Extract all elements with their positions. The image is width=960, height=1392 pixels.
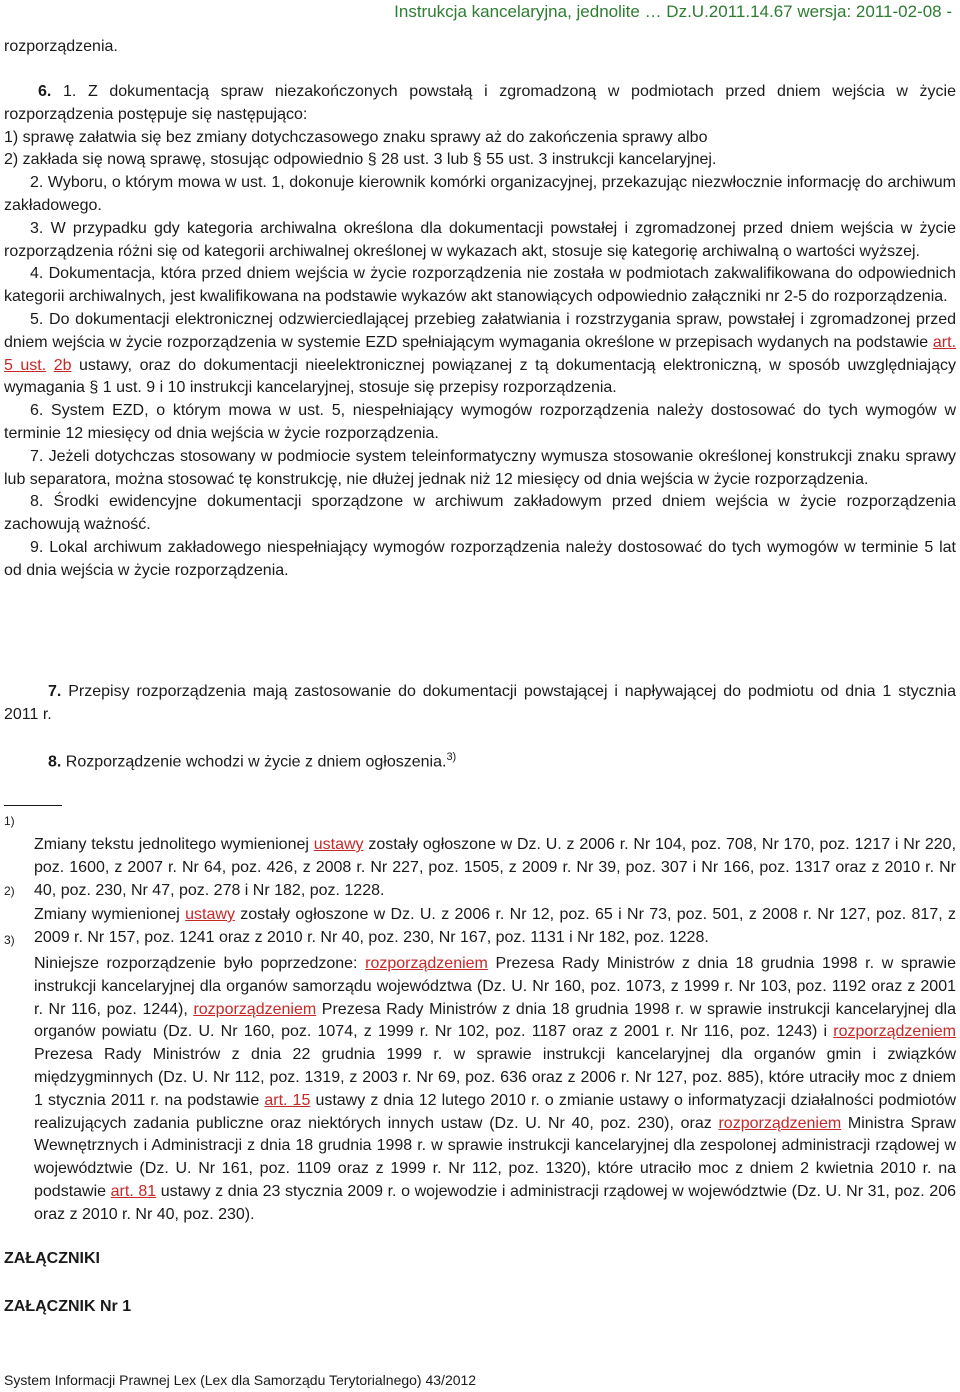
footnote-segment: ustawy z dnia 23 stycznia 2009 r. o wojewodzie i administracji rządowej w województwie (Dz. U. Nr 31, poz. 206 oraz z 2010 r. Nr 40, poz. 230). (34, 1182, 957, 1223)
annex-heading: ZAŁĄCZNIKI (4, 1250, 100, 1267)
annex-subheading: ZAŁĄCZNIK Nr 1 (4, 1298, 132, 1315)
page-footer: System Informacji Prawnej Lex (Lex dla Samorządu Terytorialnego) 43/2012 (4, 1372, 477, 1388)
footnote-mark: 2) (4, 884, 15, 898)
section-7 (4, 681, 956, 727)
section-number: 6. (38, 83, 52, 100)
paragraph-text: 5. Do dokumentacji elektronicznej odzwierciedlającej przebieg załatwiania i rozstrzygania spraw, powstałej i zgromadzonej przed dniem wejścia w życie rozporządzenia w systemie EZD spełniającym wymagania określone w przepisach wydanych na podstawie (4, 310, 956, 351)
paragraph-6-1 (4, 81, 956, 127)
regulation-link[interactable]: rozporządzeniem (833, 1023, 956, 1041)
footnote-segment: Prezesa Rady Ministrów z dnia 18 grudnia 1998 r. w sprawie instrukcji kancelaryjnej dla organów samorządu województwa (Dz. U. Nr 160, poz. 1073, z 1999 r. Nr 103, poz. 1192 oraz z 2001 r. Nr 116, poz. 1244), (34, 955, 957, 1018)
footnote-segment: Prezesa Rady Ministrów z dnia 18 grudnia 1998 r. w sprawie instrukcji kancelaryjnej dla organów powiatu (Dz. U. Nr 160, poz. 1074, z 1999 r. Nr 102, poz. 1187 oraz z 2001 r. Nr 116, poz. 1243) i (34, 1000, 956, 1041)
section-8 (48, 746, 948, 774)
article-link[interactable]: art. 15 (264, 1091, 311, 1109)
footnote-segment: Niniejsze rozporządzenie było poprzedzone: (34, 955, 358, 972)
footnote-segment: zostały ogłoszone w Dz. U. z 2006 r. Nr 104, poz. 708, Nr 170, poz. 1217 i Nr 220, poz. 1600, z 2007 r. Nr 64, poz. 426, z 2008 r. Nr 227, poz. 1505, z 2009 r. Nr 39, poz. 307 i Nr 166, poz. 1317 oraz z 2010 r. Nr 40, poz. 230, Nr 47, poz. 278 i Nr 182, poz. 1228. (34, 836, 957, 899)
paragraph-6-2: 2. Wyboru, o którym mowa w ust. 1, dokonuje kierownik komórki organizacyjnej, przekazując niezwłocznie informację do archiwum zakładowego. (4, 174, 956, 214)
footnote-segment: zostały ogłoszone w Dz. U. z 2006 r. Nr 12, poz. 65 i Nr 73, poz. 501, z 2008 r. Nr 127, poz. 817, z 2009 r. Nr 157, poz. 1241 oraz z 2010 r. Nr 40, poz. 230, Nr 167, poz. 1131 i Nr 182, poz. 1228. (34, 906, 956, 946)
footnote-segment: Zmiany tekstu jednolitego wymienionej (34, 836, 309, 853)
footnote-mark: 1) (4, 814, 15, 828)
article-link[interactable]: art. 5 ust. (4, 333, 957, 374)
paragraph-6-6: 6. System EZD, o którym mowa w ust. 5, niespełniający wymogów rozporządzenia należy dostosować do tych wymogów w terminie 12 miesięcy od dnia wejścia w życie rozporządzenia. (4, 402, 956, 442)
footnote-segment: ustawy z dnia 12 lutego 2010 r. o zmianie ustawy o informatyzacji działalności podmiotów realizujących zadania publiczne oraz niektórych innych ustaw (Dz. U. Nr 40, poz. 230), oraz (34, 1091, 957, 1132)
paragraph-6-9: 9. Lokal archiwum zakładowego niespełniający wymogów rozporządzenia należy dostosować do tych wymogów w terminie 5 lat od dnia wejścia w życie rozporządzenia. (4, 538, 956, 579)
regulation-link[interactable]: rozporządzeniem (193, 1000, 317, 1018)
page-continuation-text: rozporządzenia. (4, 38, 118, 55)
law-link[interactable]: ustawy (185, 906, 235, 923)
footnote-segment: Ministra Spraw Wewnętrznych i Administracji z dnia 18 grudnia 1998 r. w sprawie instrukcji kancelaryjnej dla zespolonej administracji rządowej w województwie (Dz. U. Nr 161, poz. 1109 oraz z 1999 r. Nr 112, poz. 1320), które utraciło moc z dniem 2 kwietnia 2010 r. na podstawie (34, 1114, 956, 1200)
paragraph-text: ustawy, oraz do dokumentacji nieelektronicznej powiązanej z tą dokumentacją elektroniczną, w sposób uwzględniający wymagania § 1 ust. 9 i 10 instrukcji kancelaryjnej, stosuje się przepisy rozporządzenia. (4, 356, 956, 397)
list-item: 2) zakłada się nową sprawę, stosując odpowiednio § 28 ust. 3 lub § 55 ust. 3 instrukcji kancelaryjnej. (4, 151, 717, 169)
paragraph-6-4: 4. Dokumentacja, która przed dniem wejścia w życie rozporządzenia nie została w podmiotach zakwalifikowana do odpowiednich kategorii archiwalnych, jest kwalifikowana na podstawie wykazów akt stanowiących odpowiednio załączniki nr 2-5 do rozporządzenia. (4, 265, 956, 306)
footnote-segment: Prezesa Rady Ministrów z dnia 22 grudnia 1999 r. w sprawie instrukcji kancelaryjnej dla organów gmin i związków międzygminnych (Dz. U. Nr 112, poz. 1319, z 2003 r. Nr 69, poz. 636 oraz z 2006 r. Nr 127, poz. 885), które utraciły moc z dniem 1 stycznia 2011 r. na podstawie (34, 1046, 956, 1109)
footnote-3 (4, 933, 957, 1243)
list-item: 1) sprawę załatwia się bez zmiany dotychczasowego znaku sprawy aż do zakończenia sprawy albo (4, 128, 708, 146)
paragraph-6-8: 8. Środki ewidencyjne dokumentacji sporządzone w archiwum zakładowym przed dniem wejścia w życie rozporządzenia zachowują ważność. (4, 493, 956, 534)
article-link[interactable]: 2b (53, 356, 72, 374)
footnote-mark: 3) (4, 933, 15, 947)
law-link[interactable]: ustawy (313, 836, 364, 853)
regulation-link[interactable]: rozporządzeniem (718, 1114, 842, 1132)
document-header: Instrukcja kancelaryjna, jednolite … Dz.U.2011.14.67 wersja: 2011-02-08 - (394, 2, 952, 21)
paragraph-text: Przepisy rozporządzenia mają zastosowanie do dokumentacji powstającej i napływającej do podmiotu od dnia 1 stycznia 2011 r. (4, 683, 956, 723)
paragraph-6-3: 3. W przypadku gdy kategoria archiwalna określona dla dokumentacji powstałej i zgromadzonej przed dniem wejścia w życie rozporządzenia różni się od kategorii archiwalnej określonej w wykazach akt, stosuje się kategorię archiwalną o wartości wyższej. (4, 219, 956, 260)
paragraph-text: 1. Z dokumentacją spraw niezakończonych powstałą i zgromadzoną w podmiotach przed dniem wejścia w życie rozporządzenia postępuje się następująco: (4, 83, 956, 123)
paragraph-6-5 (4, 309, 956, 400)
footnote-separator (4, 805, 62, 806)
section-number: 8. (48, 753, 62, 771)
paragraph-6-7: 7. Jeżeli dotychczas stosowany w podmiocie system teleinformatyczny wymusza stosowanie określonej konstrukcji znaku sprawy lub separatora, można stosować tę konstrukcję, nie dłużej jednak niż 12 miesięcy od dnia wejścia w życie rozporządzenia. (4, 447, 956, 488)
regulation-link[interactable]: rozporządzeniem (365, 955, 488, 972)
paragraph-text: Rozporządzenie wchodzi w życie z dniem ogłoszenia. (65, 753, 447, 771)
footnote-text (34, 953, 956, 1227)
footnote-reference[interactable]: 3) (446, 751, 457, 763)
section-6 (4, 81, 956, 583)
section-number: 7. (48, 683, 62, 700)
footnote-segment: Zmiany wymienionej (34, 906, 180, 923)
article-link[interactable]: art. 81 (110, 1182, 157, 1200)
